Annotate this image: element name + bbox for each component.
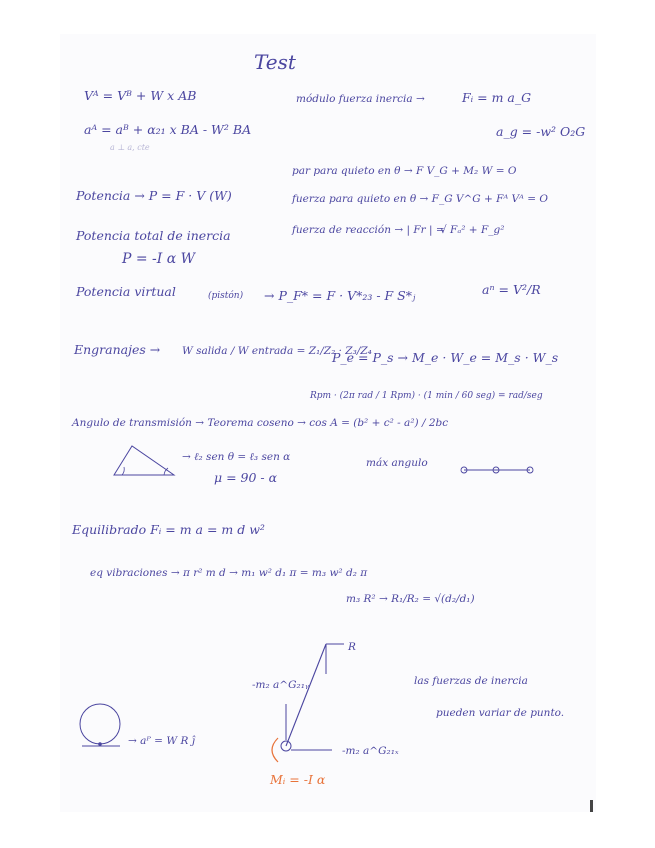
rpm-conversion: Rpm · (2π rad / 1 Rpm) · (1 min / 60 seg) = rad/seg — [310, 391, 543, 401]
page-title: Test — [254, 50, 296, 74]
power-balance: P_e = P_s → M_e · W_e = M_s · W_s — [332, 350, 559, 365]
sine-law: → ℓ₂ sen θ = ℓ₃ sen α — [182, 451, 291, 463]
inertia-force-x: -m₂ a^G₂₁ₓ — [342, 745, 399, 757]
power-formula: Potencia → P = F · V (W) — [76, 188, 232, 203]
notes-page — [60, 34, 596, 812]
total-inertia-power-formula: P = -I α W — [122, 251, 196, 267]
point-acceleration: → aᴾ = W R ĵ — [128, 735, 195, 747]
faint-note: a ⊥ a, cte — [110, 143, 150, 152]
radius-ratio: m₃ R² → R₁/R₂ = √(d₂/d₁) — [346, 593, 475, 605]
acceleration-relation: aᴬ = aᴮ + α₂₁ x BA - W² BA — [84, 122, 252, 137]
balancing: Equilibrado Fᵢ = m a = m d w² — [72, 522, 265, 537]
force-equilibrium: fuerza para quieto en θ → F_G V^G + Fᴬ Vᴬ = O — [292, 193, 548, 205]
transmission-angle: Angulo de transmisión → Teorema coseno → cos A = (b² + c² - a²) / 2bc — [72, 417, 449, 429]
mechanism-diagram — [60, 34, 596, 812]
inertia-note-1: las fuerzas de inercia — [414, 675, 528, 687]
torque-equilibrium: par para quieto en θ → F V_G + M₂ W = O — [292, 165, 517, 177]
reaction-label: R — [348, 641, 356, 653]
vibration-equation: eq vibraciones → π r² m d → m₁ w² d₁ π = m₃ w² d₂ π — [90, 567, 368, 579]
inertia-force-formula: Fᵢ = m a_G — [462, 90, 532, 105]
inertia-moment: Mᵢ = -I α — [270, 772, 326, 787]
gears-label: Engranajes → — [74, 342, 161, 357]
inertia-force-y: -m₂ a^G₂₁ᵧ — [252, 679, 309, 691]
gear-ratio: W salida / W entrada = Z₁/Z₂ · Z₃/Z₄ — [182, 345, 372, 357]
inertia-force-label: módulo fuerza inercia → — [296, 93, 425, 105]
velocity-relation: Vᴬ = Vᴮ + W x AB — [84, 88, 197, 103]
inertia-note-2: pueden variar de punto. — [436, 707, 565, 719]
mu-formula: μ = 90 - α — [214, 470, 278, 485]
normal-acceleration: aⁿ = V²/R — [482, 282, 541, 297]
centripetal-acceleration: a_g = -w² O₂G — [496, 124, 586, 139]
max-angle-label: máx angulo — [366, 457, 428, 469]
total-inertia-power-label: Potencia total de inercia — [76, 228, 231, 243]
page-corner-mark — [590, 800, 593, 812]
virtual-power-label: Potencia virtual — [76, 284, 176, 299]
reaction-force-formula: √ Fₐ² + F_g² — [440, 224, 505, 236]
virtual-power-formula: → P_F* = F · V*₂₃ - F S*ⱼ — [264, 288, 416, 303]
reaction-force-label: fuerza de reacción → | Fr | = — [292, 224, 445, 236]
virtual-power-piston: (pistón) — [208, 291, 244, 301]
